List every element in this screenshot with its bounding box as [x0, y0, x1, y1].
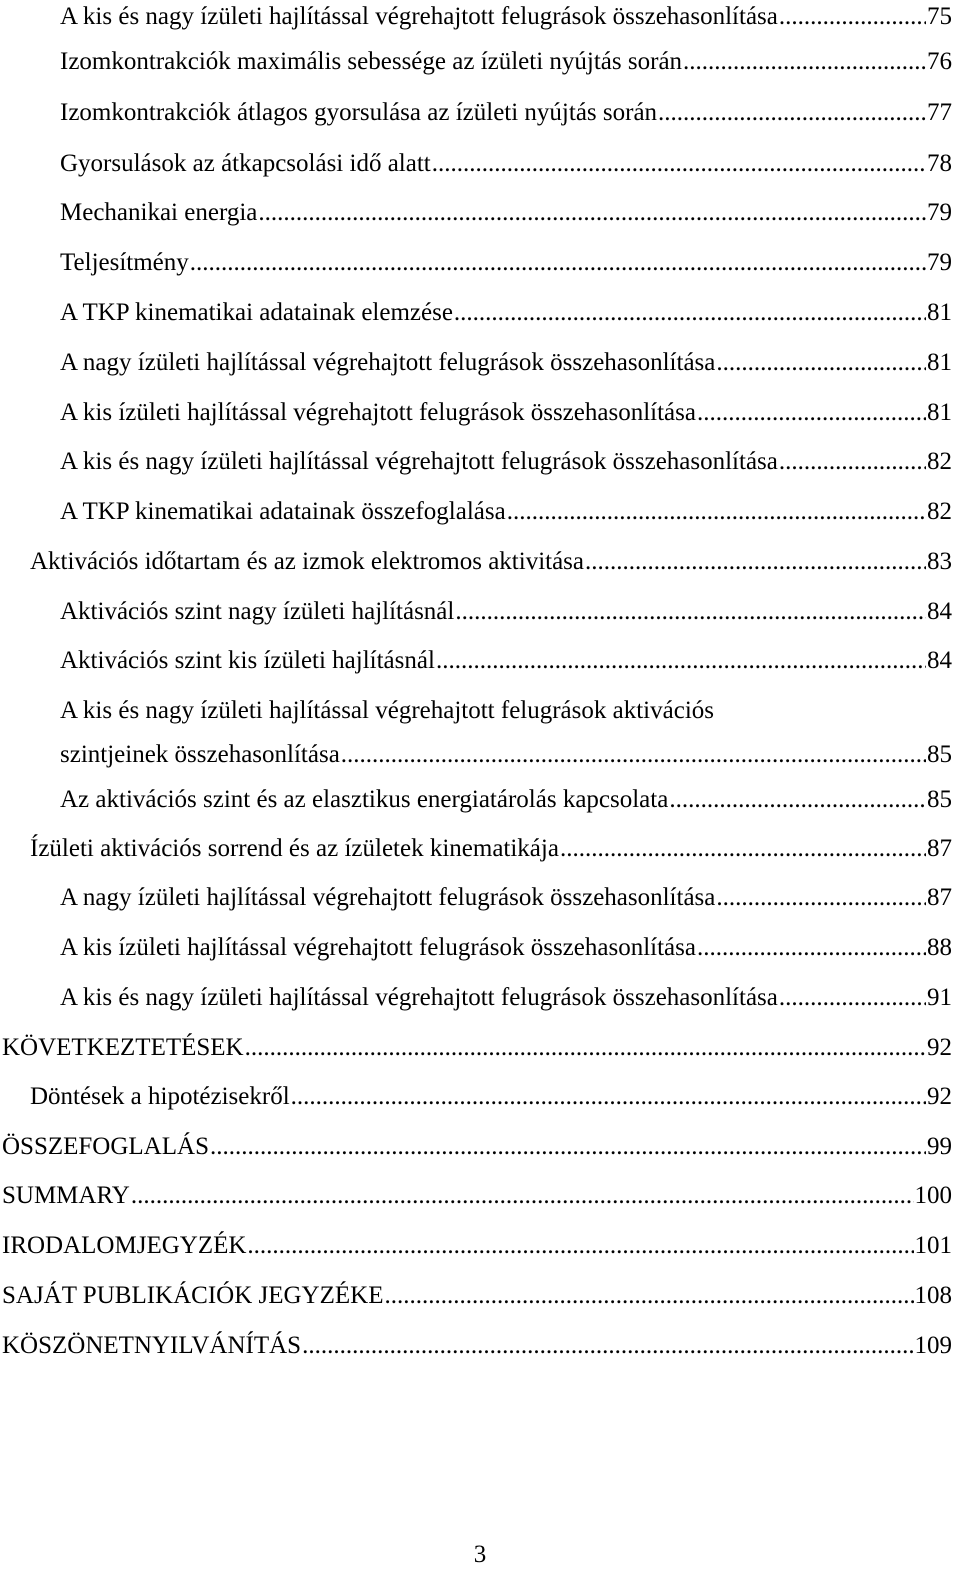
dot-leader	[291, 1080, 926, 1114]
toc-entry-page: 108	[914, 1282, 952, 1309]
dot-leader	[779, 445, 926, 479]
dot-leader	[697, 931, 926, 965]
toc-entry-page: 77	[927, 99, 952, 126]
toc-entry[interactable]	[30, 832, 952, 866]
toc-entry[interactable]	[60, 246, 952, 280]
toc-entry-page: 100	[914, 1182, 952, 1209]
dot-leader	[658, 96, 926, 130]
toc-entry-title: KÖSZÖNETNYILVÁNÍTÁS	[2, 1332, 302, 1359]
toc-entry-page: 91	[927, 984, 952, 1011]
toc-entry-title: IRODALOMJEGYZÉK	[2, 1232, 247, 1259]
toc-entry-page: 84	[927, 598, 952, 625]
toc-entry-title: A nagy ízületi hajlítással végrehajtott felugrások összehasonlítása	[60, 349, 716, 376]
toc-entry[interactable]	[2, 1179, 952, 1213]
toc-entry-title: A kis ízületi hajlítással végrehajtott felugrások összehasonlítása	[60, 934, 696, 961]
dot-leader	[683, 45, 926, 79]
dot-leader	[258, 196, 926, 230]
toc-entry-title: Aktivációs szint kis ízületi hajlításnál	[60, 647, 435, 674]
dot-leader	[716, 881, 926, 915]
toc-entry[interactable]	[60, 881, 952, 915]
toc-entry-page: 78	[927, 150, 952, 177]
toc-entry[interactable]	[2, 1279, 952, 1313]
toc-entry-title: A kis és nagy ízületi hajlítással végrehajtott felugrások összehasonlítása	[60, 984, 778, 1011]
toc-entry-page: 82	[927, 448, 952, 475]
toc-entry[interactable]	[60, 595, 952, 629]
toc-entry-title: A TKP kinematikai adatainak elemzése	[60, 299, 453, 326]
toc-entry[interactable]	[60, 147, 952, 181]
toc-entry[interactable]	[60, 196, 952, 230]
toc-entry-page: 76	[927, 48, 952, 75]
toc-entry-title: Aktivációs időtartam és az izmok elektromos aktivitása	[30, 548, 585, 575]
toc-entry-page: 75	[927, 3, 952, 30]
toc-entry[interactable]	[2, 1130, 952, 1164]
dot-leader	[585, 545, 926, 579]
toc-entry[interactable]	[60, 644, 952, 678]
toc-entry-title: A kis és nagy ízületi hajlítással végrehajtott felugrások összehasonlítása	[60, 3, 778, 30]
toc-entry-line	[60, 738, 952, 772]
toc-entry-page: 81	[927, 299, 952, 326]
toc-entry-page: 101	[914, 1232, 952, 1259]
toc-entry-page: 79	[927, 249, 952, 276]
toc-entry-page: 79	[927, 199, 952, 226]
toc-entry-line	[60, 694, 952, 728]
dot-leader	[455, 595, 926, 629]
dot-leader	[779, 981, 926, 1015]
page-number: 3	[473, 1541, 487, 1568]
toc-entry-page: 85	[927, 786, 952, 813]
toc-entry[interactable]	[60, 45, 952, 79]
toc-entry[interactable]	[2, 1031, 952, 1065]
toc-entry-page: 87	[927, 835, 952, 862]
toc-entry[interactable]	[30, 545, 952, 579]
dot-leader	[454, 296, 926, 330]
toc-entry-title: Ízületi aktivációs sorrend és az ízületek kinematikája	[30, 835, 559, 862]
toc-entry-title: SUMMARY	[2, 1182, 130, 1209]
toc-entry-title: Izomkontrakciók maximális sebessége az ízületi nyújtás során	[60, 48, 683, 75]
toc-entry[interactable]	[60, 495, 952, 529]
toc-entry-page: 92	[927, 1083, 952, 1110]
toc-entry-title: KÖVETKEZTETÉSEK	[2, 1034, 244, 1061]
dot-leader	[247, 1229, 913, 1263]
dot-leader	[669, 783, 926, 817]
toc-entry-page: 83	[927, 548, 952, 575]
toc-entry-title: A nagy ízületi hajlítással végrehajtott felugrások összehasonlítása	[60, 884, 716, 911]
dot-leader	[190, 246, 926, 280]
toc-entry-page: 85	[927, 741, 952, 768]
toc-entry[interactable]	[60, 0, 952, 34]
toc-entry-page: 82	[927, 498, 952, 525]
toc-entry-title: Gyorsulások az átkapcsolási idő alatt	[60, 150, 431, 177]
toc-entry-title: szintjeinek összehasonlítása	[60, 741, 340, 768]
dot-leader	[436, 644, 926, 678]
toc-entry-page: 81	[927, 399, 952, 426]
toc-entry[interactable]	[30, 1080, 952, 1114]
dot-leader	[697, 396, 926, 430]
toc-entry[interactable]	[60, 981, 952, 1015]
toc-entry-page: 87	[927, 884, 952, 911]
toc-entry[interactable]	[60, 445, 952, 479]
dot-leader	[131, 1179, 914, 1213]
toc-entry[interactable]	[60, 783, 952, 817]
toc-entry-title: Aktivációs szint nagy ízületi hajlításnál	[60, 598, 455, 625]
toc-entry-title: ÖSSZEFOGLALÁS	[2, 1133, 209, 1160]
toc-entry[interactable]	[60, 346, 952, 380]
toc-entry-page: 92	[927, 1034, 952, 1061]
toc-entry-title: Az aktivációs szint és az elasztikus energiatárolás kapcsolata	[60, 786, 669, 813]
dot-leader	[716, 346, 926, 380]
toc-entry-title: Döntések a hipotézisekről	[30, 1083, 290, 1110]
toc-entry-page: 109	[914, 1332, 952, 1359]
toc-entry-title: Mechanikai energia	[60, 199, 258, 226]
dot-leader	[560, 832, 926, 866]
toc-entry-title: A kis és nagy ízületi hajlítással végrehajtott felugrások összehasonlítása	[60, 448, 778, 475]
toc-entry-page: 88	[927, 934, 952, 961]
toc-entry-title-line1: A kis és nagy ízületi hajlítással végrehajtott felugrások aktivációs	[60, 697, 714, 724]
dot-leader	[432, 147, 926, 181]
toc-entry-page: 84	[927, 647, 952, 674]
dot-leader	[210, 1130, 926, 1164]
toc-entry[interactable]	[60, 396, 952, 430]
toc-entry-page: 81	[927, 349, 952, 376]
toc-entry[interactable]	[60, 96, 952, 130]
toc-entry[interactable]	[60, 931, 952, 965]
toc-entry[interactable]	[60, 296, 952, 330]
toc-entry[interactable]	[60, 694, 952, 772]
toc-entry[interactable]	[2, 1329, 952, 1363]
toc-entry-title: Teljesítmény	[60, 249, 189, 276]
toc-entry-title: SAJÁT PUBLIKÁCIÓK JEGYZÉKE	[2, 1282, 384, 1309]
dot-leader	[779, 0, 926, 34]
toc-entry-title: A kis ízületi hajlítással végrehajtott felugrások összehasonlítása	[60, 399, 696, 426]
dot-leader	[245, 1031, 926, 1065]
dot-leader	[341, 738, 926, 772]
dot-leader	[302, 1329, 913, 1363]
toc-entry-title: Izomkontrakciók átlagos gyorsulása az ízületi nyújtás során	[60, 99, 658, 126]
toc-entry[interactable]	[2, 1229, 952, 1263]
dot-leader	[384, 1279, 913, 1313]
toc-entry-page: 99	[927, 1133, 952, 1160]
dot-leader	[507, 495, 926, 529]
toc-entry-title: A TKP kinematikai adatainak összefoglalása	[60, 498, 506, 525]
